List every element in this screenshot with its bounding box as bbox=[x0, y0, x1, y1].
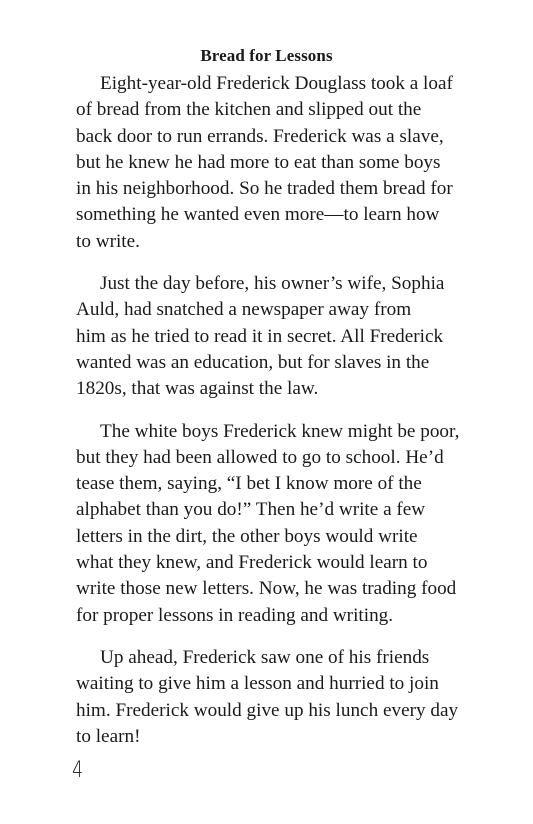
paragraph-line: Eight-year-old Frederick Douglass took a loaf bbox=[100, 73, 453, 94]
story-body bbox=[76, 71, 478, 766]
paragraph-line: for proper lessons in reading and writing. bbox=[76, 604, 394, 626]
paragraph-line: to write. bbox=[76, 230, 140, 252]
paragraph-line: Auld, had snatched a newspaper away from bbox=[76, 299, 412, 321]
paragraph-line: The white boys Frederick knew might be poor, bbox=[100, 420, 460, 442]
paragraph-line: waiting to give him a lesson and hurried to join bbox=[76, 673, 439, 695]
paragraph-line: to learn! bbox=[76, 725, 141, 747]
paragraph-4 bbox=[76, 645, 478, 750]
paragraph-line: something he wanted even more—to learn how bbox=[76, 204, 440, 226]
paragraph-line: wanted was an education, but for slaves in the bbox=[76, 351, 430, 373]
paragraph-line: him. Frederick would give up his lunch every day bbox=[76, 699, 459, 721]
paragraph-line: what they knew, and Frederick would learn to bbox=[76, 552, 428, 574]
paragraph-line: tease them, saying, “I bet I know more of the bbox=[76, 473, 422, 495]
paragraph-line: but he knew he had more to eat than some boys bbox=[76, 151, 441, 173]
paragraph-line: in his neighborhood. So he traded them bread for bbox=[76, 178, 453, 200]
paragraph-line: but they had been allowed to go to school. He’d bbox=[76, 446, 444, 468]
paragraph-2 bbox=[76, 271, 478, 402]
paragraph-line: Up ahead, Frederick saw one of his friends bbox=[100, 646, 430, 668]
paragraph-3 bbox=[76, 419, 478, 629]
paragraph-line: write those new letters. Now, he was trading food bbox=[76, 578, 457, 600]
page-title: Bread for Lessons bbox=[200, 46, 333, 65]
paragraph-line: of bread from the kitchen and slipped out the bbox=[76, 99, 422, 121]
paragraph-line: 1820s, that was against the law. bbox=[76, 378, 319, 400]
paragraph-line: alphabet than you do!” Then he’d write a few bbox=[76, 499, 426, 521]
paragraph-1 bbox=[76, 71, 478, 255]
paragraph-line: Just the day before, his owner’s wife, Sophia bbox=[100, 273, 445, 295]
paragraph-line: back door to run errands. Frederick was a slave, bbox=[76, 125, 444, 147]
page-number: 4 bbox=[72, 758, 84, 783]
paragraph-line: him as he tried to read it in secret. All Frederick bbox=[76, 325, 444, 347]
paragraph-line: letters in the dirt, the other boys would write bbox=[76, 525, 418, 547]
